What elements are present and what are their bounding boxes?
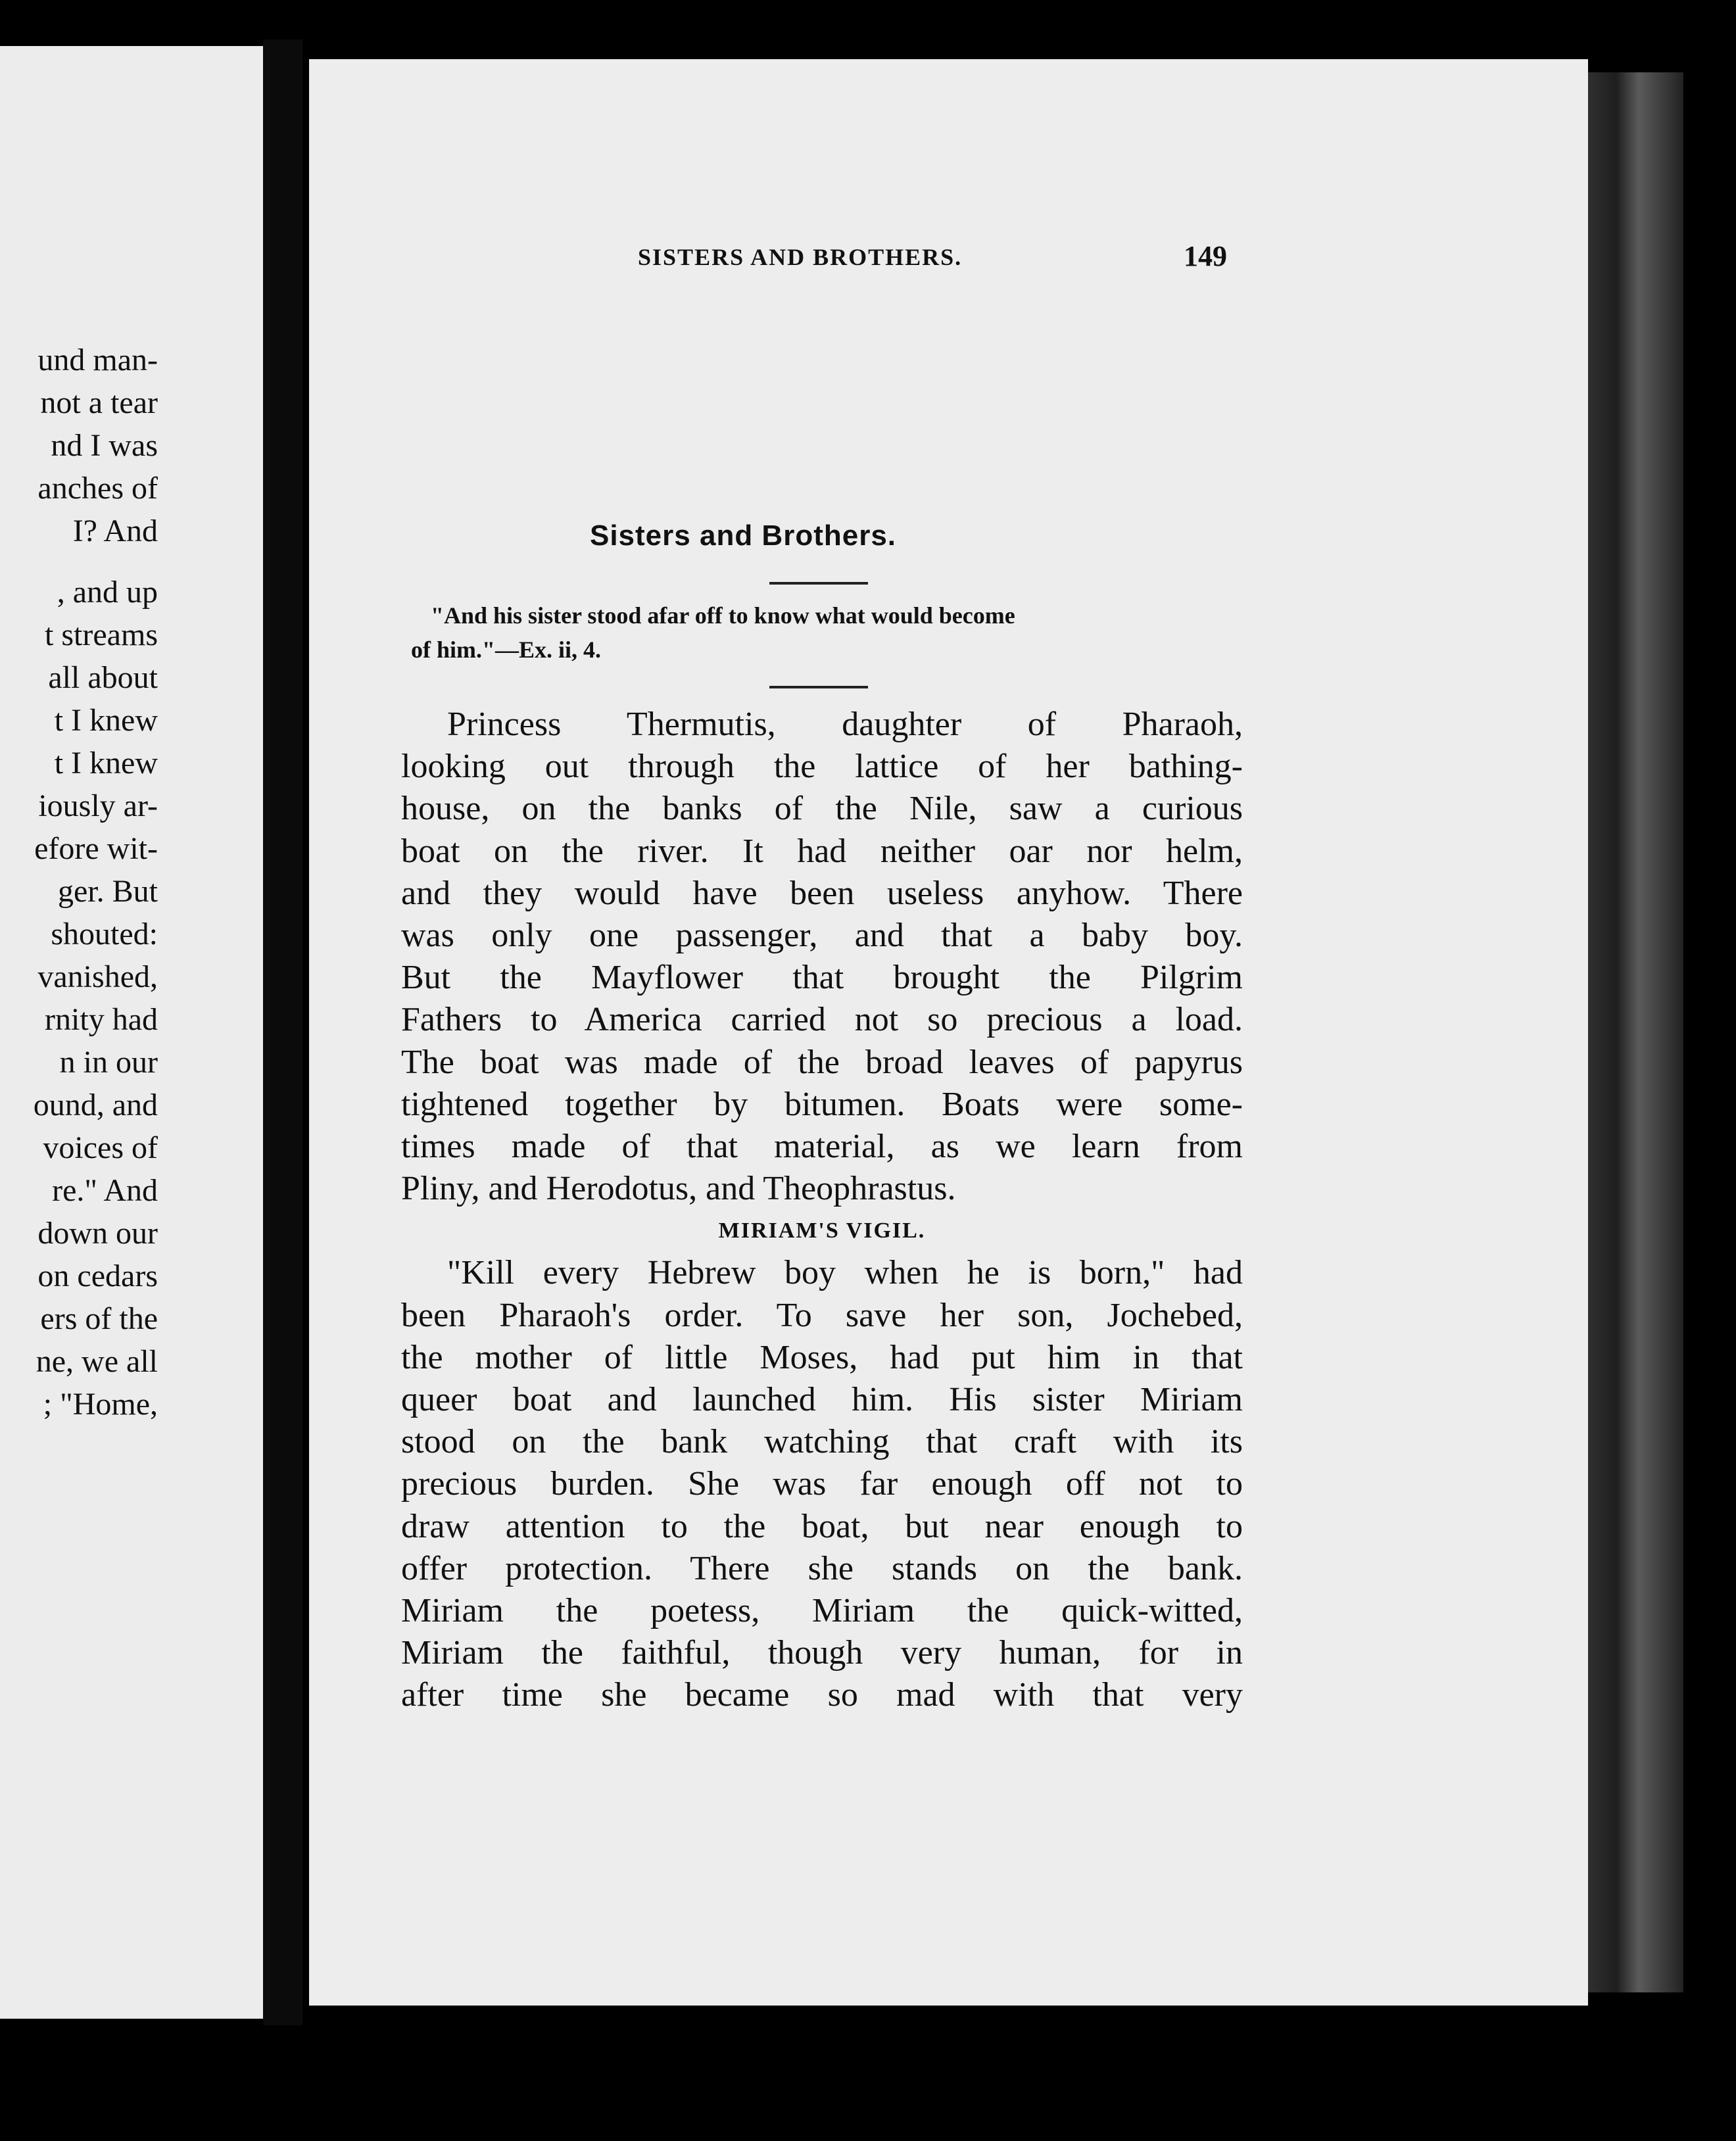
title-rule: [769, 582, 868, 585]
text-line: "Kill every Hebrew boy when he is born," had: [447, 1254, 1243, 1292]
text-line: Princess Thermutis, daughter of Pharaoh,: [447, 706, 1243, 743]
paragraph: [401, 704, 1243, 1210]
text-line: Pliny, and Herodotus, and Theophrastus.: [401, 1170, 956, 1208]
text-line: been Pharaoh's order. To save her son, Jochebed,: [401, 1296, 1243, 1334]
left-page-line: t I knew: [54, 703, 158, 738]
left-page-line: n in our: [59, 1045, 158, 1080]
text-line: offer protection. There she stands on the bank.: [401, 1549, 1243, 1587]
text-line: looking out through the lattice of her bathing-: [401, 748, 1243, 786]
epigraph-line: of him."—Ex. ii, 4.: [411, 637, 602, 663]
running-title: SISTERS AND BROTHERS.: [638, 244, 963, 270]
text-line: queer boat and launched him. His sister Miriam: [401, 1381, 1243, 1418]
text-line: stood on the bank watching that craft with its: [401, 1423, 1243, 1461]
epigraph: [411, 598, 1253, 667]
text-line: house, on the banks of the Nile, saw a curious: [401, 790, 1243, 828]
text-line: The boat was made of the broad leaves of papyrus: [401, 1043, 1243, 1081]
left-page-line: , and up: [57, 575, 158, 610]
left-page-line: I? And: [72, 514, 158, 548]
left-page-line: vanished,: [37, 959, 158, 994]
text-line: Miriam the poetess, Miriam the quick-witted,: [401, 1591, 1243, 1629]
left-page-line: re." And: [52, 1173, 158, 1208]
left-page-line: t streams: [45, 617, 158, 652]
text-line: after time she became so mad with that very: [401, 1676, 1243, 1714]
text-line: times made of that material, as we learn from: [401, 1127, 1243, 1165]
left-page-line: und man-: [37, 343, 158, 377]
subheading: MIRIAM'S VIGIL.: [718, 1218, 926, 1243]
text-line: the mother of little Moses, had put him in that: [401, 1338, 1243, 1376]
left-page-line: shouted:: [51, 917, 158, 951]
left-page-line: nd I was: [51, 428, 158, 463]
text-line: draw attention to the boat, but near enough to: [401, 1507, 1243, 1545]
left-page-line: anches of: [37, 471, 158, 506]
left-page-line: ; "Home,: [43, 1387, 158, 1422]
text-line: But the Mayflower that brought the Pilgrim: [401, 959, 1243, 997]
left-page-line: voices of: [43, 1130, 158, 1165]
text-line: precious burden. She was far enough off not to: [401, 1465, 1243, 1503]
page-number: 149: [1184, 240, 1227, 272]
left-page-line: down our: [37, 1216, 158, 1251]
text-line: Fathers to America carried not so precious a load.: [401, 1001, 1243, 1039]
left-page-line: efore wit-: [34, 831, 158, 866]
left-page-line: all about: [48, 660, 158, 695]
text-line: and they would have been useless anyhow. There: [401, 874, 1243, 912]
chapter-title: Sisters and Brothers.: [589, 519, 897, 552]
book-gutter: [263, 39, 302, 2025]
left-page-text: [0, 339, 158, 1426]
left-page-line: on cedars: [37, 1259, 158, 1293]
paragraph: [401, 1252, 1243, 1716]
epigraph-line: "And his sister stood afar off to know what would become: [431, 602, 1015, 629]
text-line: tightened together by bitumen. Boats were some-: [401, 1085, 1243, 1123]
left-page-line: not a tear: [40, 385, 158, 420]
left-page-line: ound, and: [33, 1088, 158, 1122]
text-line: was only one passenger, and that a baby boy.: [401, 916, 1243, 954]
text-line: Miriam the faithful, though very human, for in: [401, 1634, 1243, 1672]
left-page-line: iously ar-: [38, 788, 158, 823]
left-page-line: ne, we all: [36, 1344, 158, 1379]
left-page-line: ger. But: [58, 874, 158, 909]
body-text: [401, 704, 1243, 1717]
running-head: [329, 240, 1249, 296]
page-edges: [1572, 72, 1683, 1992]
left-page-line: t I knew: [54, 746, 158, 781]
left-page-line: rnity had: [45, 1002, 158, 1037]
text-line: boat on the river. It had neither oar nor helm,: [401, 832, 1243, 870]
left-page: [0, 46, 270, 2019]
left-page-line: ers of the: [40, 1301, 158, 1336]
epigraph-rule: [769, 686, 868, 688]
left-page-line: [0, 552, 158, 571]
